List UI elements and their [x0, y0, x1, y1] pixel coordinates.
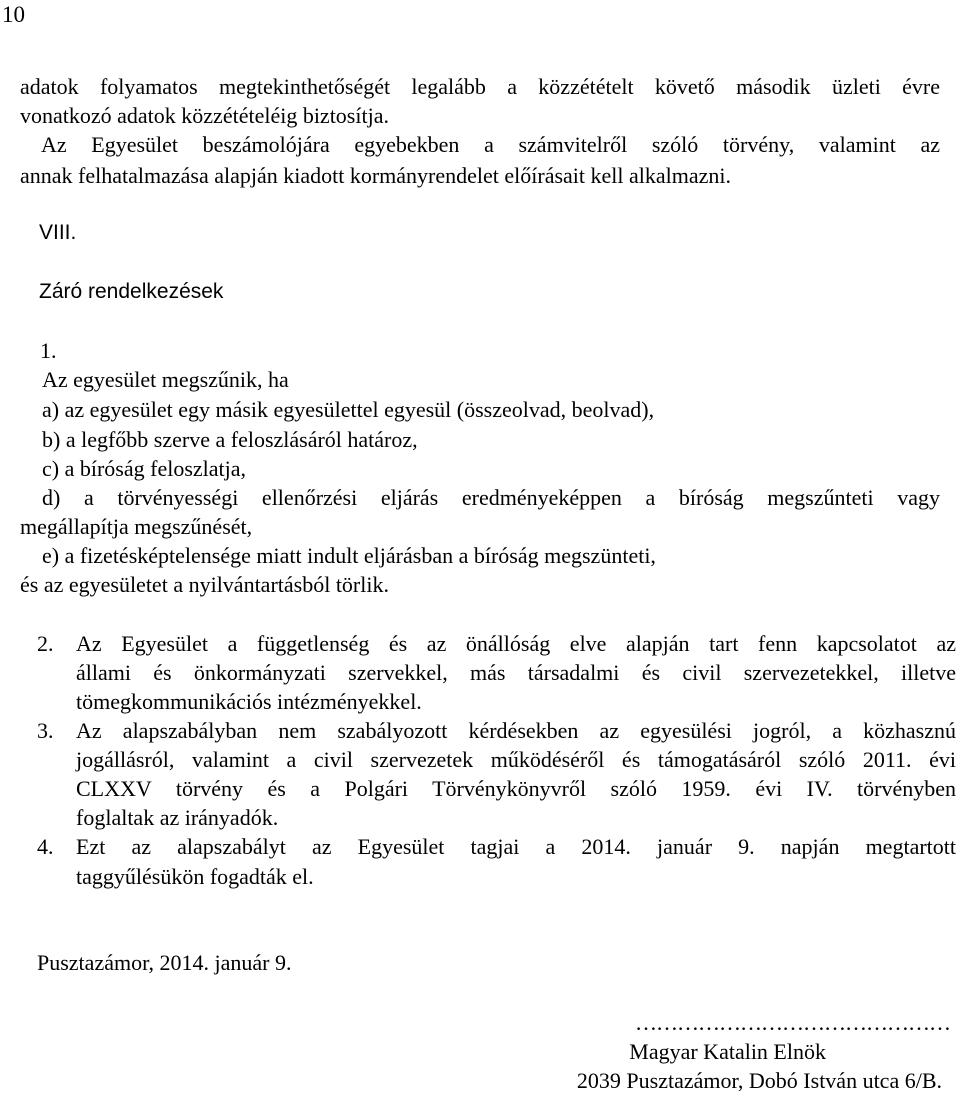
section-number: VIII. [39, 221, 77, 244]
point-1-item-b: b) a legfőbb szerve a feloszlásáról határoz, [42, 427, 418, 452]
point-1-item-c: c) a bíróság feloszlatja, [42, 456, 247, 481]
intro-line-3: Az Egyesület beszámolójára egyebekben a számvitelről szóló törvény, valamint az [41, 132, 940, 157]
intro-line-2: vonatkozó adatok közzétételéig biztosítja. [20, 103, 389, 128]
point-2-line-3: tömegkommunikációs intézményekkel. [76, 689, 422, 714]
point-1-closing: és az egyesületet a nyilvántartásból törlik. [20, 572, 389, 597]
point-3-number: 3. [37, 718, 54, 743]
signature-line: ……………………………………… [635, 1010, 950, 1035]
point-3-line-4: foglaltak az irányadók. [76, 805, 279, 830]
intro-line-4: annak felhatalmazása alapján kiadott kormányrendelet előírásait kell alkalmazni. [20, 163, 732, 188]
point-2-line-1: Az Egyesület a függetlenség és az önállóság elve alapján tart fenn kapcsolatot az [76, 631, 956, 656]
point-3-line-3: CLXXV törvény és a Polgári Törvénykönyvről szóló 1959. évi IV. törvényben [76, 776, 956, 801]
point-4-line-1: Ezt az alapszabályt az Egyesület tagjai a 2014. január 9. napján megtartott [76, 834, 956, 859]
point-1-lead: Az egyesület megszűnik, ha [42, 367, 289, 392]
point-1-item-d-line-2: megállapítja megszűnését, [20, 514, 253, 539]
point-1-number: 1. [40, 338, 57, 363]
point-3-line-2: jogállásról, valamint a civil szervezetek működéséről és támogatásáról szóló 2011. évi [76, 747, 956, 772]
point-3-line-1: Az alapszabályban nem szabályozott kérdésekben az egyesülési jogról, a közhasznú [76, 718, 956, 743]
point-4-number: 4. [37, 834, 54, 859]
section-title: Záró rendelkezések [39, 280, 224, 303]
point-4-line-2: taggyűlésükön fogadták el. [76, 864, 314, 889]
point-2-number: 2. [37, 631, 54, 656]
intro-line-1: adatok folyamatos megtekinthetőségét legalább a közzétételt követő második üzleti évre [20, 74, 940, 99]
signature-address: 2039 Pusztazámor, Dobó István utca 6/B. [576, 1068, 942, 1093]
point-1-item-e: e) a fizetésképtelensége miatt indult eljárásban a bíróság megszünteti, [42, 543, 656, 568]
page-number: 10 [2, 2, 25, 27]
signature-name: Magyar Katalin Elnök [629, 1039, 826, 1064]
point-1-item-d-line-1: d) a törvényességi ellenőrzési eljárás eredményeképpen a bíróság megszűnteti vagy [42, 485, 940, 510]
place-date: Pusztazámor, 2014. január 9. [37, 950, 292, 975]
point-1-item-a: a) az egyesület egy másik egyesülettel egyesül (összeolvad, beolvad), [42, 397, 655, 422]
point-2-line-2: állami és önkormányzati szervekkel, más társadalmi és civil szervezetekkel, illetve [76, 660, 956, 685]
